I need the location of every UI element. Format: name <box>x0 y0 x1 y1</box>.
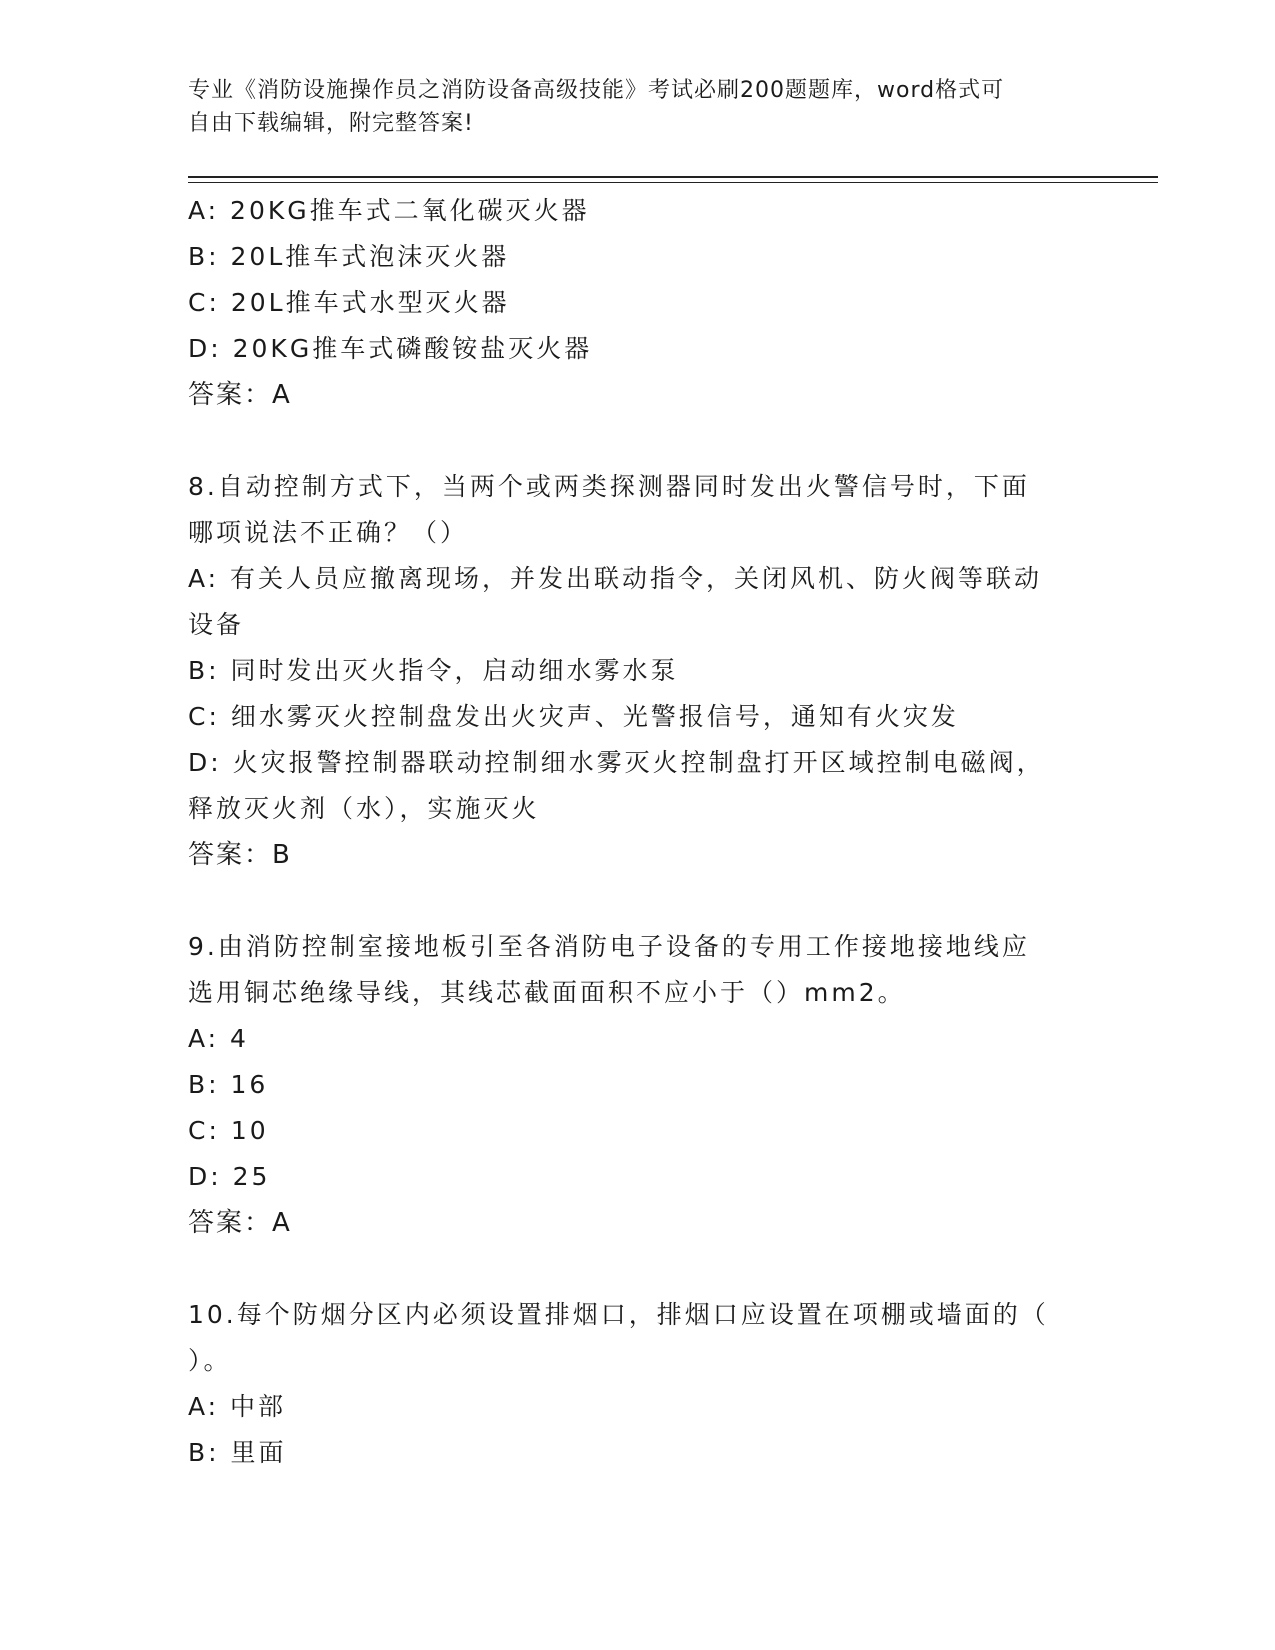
option-a-continued: 设备 <box>188 610 245 639</box>
question-stem-line-1: 10.每个防烟分区内必须设置排烟口，排烟口应设置在项棚或墙面的（ <box>188 1300 1049 1329</box>
spacer <box>188 1246 1088 1292</box>
question-stem-line-2: ）。 <box>188 1346 232 1375</box>
question-9 <box>188 924 1088 1246</box>
option-d: D: 20KG推车式磷酸铵盐灭火器 <box>188 334 593 363</box>
spacer <box>188 418 1088 464</box>
header-divider-thick <box>188 176 1158 178</box>
answer: 答案：A <box>188 1208 292 1238</box>
option-b: B: 16 <box>188 1070 269 1099</box>
question-stem-line-1: 8.自动控制方式下，当两个或两类探测器同时发出火警信号时，下面 <box>188 472 1030 501</box>
option-d: D: 火灾报警控制器联动控制细水雾灭火控制盘打开区域控制电磁阀， <box>188 748 1045 777</box>
header-divider-thin <box>188 182 1158 183</box>
option-d: D: 25 <box>188 1162 271 1191</box>
option-b: B: 20L推车式泡沫灭火器 <box>188 242 510 271</box>
option-a: A: 有关人员应撤离现场，并发出联动指令，关闭风机、防火阀等联动 <box>188 564 1043 593</box>
option-d-continued: 释放灭火剂（水），实施灭火 <box>188 794 540 823</box>
option-c: C: 20L推车式水型灭火器 <box>188 288 510 317</box>
answer: 答案：B <box>188 840 292 870</box>
option-c: C: 细水雾灭火控制盘发出火灾声、光警报信号，通知有火灾发 <box>188 702 959 731</box>
question-10 <box>188 1292 1088 1476</box>
header-line-1: 专业《消防设施操作员之消防设备高级技能》考试必刷200题题库，word格式可 <box>188 78 1005 103</box>
question-stem-line-2: 选用铜芯绝缘导线，其线芯截面面积不应小于（）mm2。 <box>188 978 906 1007</box>
answer: 答案：A <box>188 380 292 410</box>
question-stem-line-1: 9.由消防控制室接地板引至各消防电子设备的专用工作接地接地线应 <box>188 932 1030 961</box>
option-a: A: 4 <box>188 1024 249 1053</box>
question-8 <box>188 464 1088 878</box>
option-a: A: 中部 <box>188 1392 287 1421</box>
option-c: C: 10 <box>188 1116 269 1145</box>
document-header <box>188 74 1068 140</box>
header-line-2: 自由下载编辑，附完整答案! <box>188 111 474 136</box>
question-stem-line-2: 哪项说法不正确？（） <box>188 518 469 547</box>
option-b: B: 同时发出灭火指令，启动细水雾水泵 <box>188 656 679 685</box>
question-list <box>188 188 1088 1476</box>
question-7 <box>188 188 1088 418</box>
option-b: B: 里面 <box>188 1438 287 1467</box>
option-a: A: 20KG推车式二氧化碳灭火器 <box>188 196 590 225</box>
spacer <box>188 878 1088 924</box>
